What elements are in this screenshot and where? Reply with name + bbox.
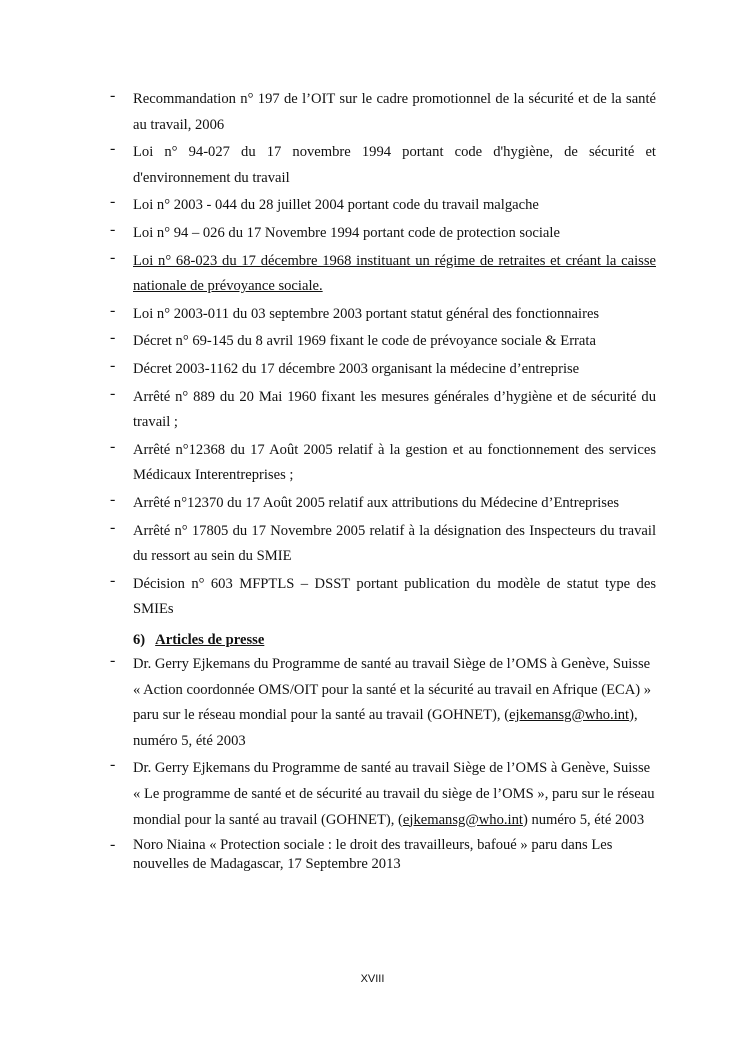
press-text: Noro Niaina « Protection sociale : le droit des travailleurs, bafoué » paru dans Les nouvelles de Madagascar, 17 Septembre 2013 xyxy=(133,837,613,873)
list-item-text: Arrêté n°12368 du 17 Août 2005 relatif à la gestion et au fonctionnement des services Médicaux Interentreprises ; xyxy=(133,441,656,484)
list-item-text: Loi n° 2003 - 044 du 28 juillet 2004 portant code du travail malgache xyxy=(133,197,539,214)
list-item xyxy=(110,385,656,436)
list-item-text: Arrêté n° 17805 du 17 Novembre 2005 relatif à la désignation des Inspecteurs du travail du ressort au sein du SMIE xyxy=(133,522,656,565)
list-item xyxy=(110,249,656,300)
list-item xyxy=(110,438,656,489)
press-articles-list xyxy=(110,652,656,876)
list-item xyxy=(110,302,656,328)
bullet-dash: - xyxy=(110,571,116,589)
press-text: Dr. Gerry Ejkemans du Programme de santé au travail Siège de l’OMS à Genève, Suisse « Action coordonnée OMS/OIT pour la santé et la sécurité au travail en Afrique (ECA) » paru sur le réseau mondial pour la santé au travail (GOHNET), ( xyxy=(133,656,652,724)
section-heading xyxy=(133,628,264,653)
list-item-text xyxy=(133,836,656,874)
bullet-dash: - xyxy=(110,652,116,669)
list-item-text: Loi n° 94-027 du 17 novembre 1994 portant code d'hygiène, de sécurité et d'environnement du travail xyxy=(133,144,656,186)
list-item-text: Loi n° 94 – 026 du 17 Novembre 1994 portant code de protection sociale xyxy=(133,224,560,241)
list-item-text: Arrêté n° 889 du 20 Mai 1960 fixant les mesures générales d’hygiène et de sécurité du travail ; xyxy=(133,388,656,431)
bullet-dash: - xyxy=(110,356,116,374)
list-item xyxy=(110,140,656,191)
list-item-text: Loi n° 2003-011 du 03 septembre 2003 portant statut général des fonctionnaires xyxy=(133,305,600,322)
list-item xyxy=(110,491,656,517)
list-item-text: Décret 2003-1162 du 17 décembre 2003 organisant la médecine d’entreprise xyxy=(133,360,580,377)
list-item xyxy=(110,836,656,874)
list-item-text-underlined: Loi n° 68-023 du 17 décembre 1968 instituant un régime de retraites et créant la caisse nationale de prévoyance sociale. xyxy=(133,252,656,295)
bullet-dash: - xyxy=(110,490,116,508)
list-item-text: Recommandation n° 197 de l’OIT sur le cadre promotionnel de la sécurité et de la santé au travail, 2006 xyxy=(133,91,656,133)
press-text-end: ) numéro 5, été 2003 xyxy=(522,811,645,828)
section-number: 6) xyxy=(133,632,146,648)
section-title: Articles de presse xyxy=(155,632,265,648)
list-item xyxy=(110,652,656,754)
page-number: XVIII xyxy=(360,973,385,985)
bullet-dash: - xyxy=(110,193,116,211)
list-item xyxy=(110,329,656,355)
bullet-dash: - xyxy=(110,329,116,347)
list-item-text: Décret n° 69-145 du 8 avril 1969 fixant le code de prévoyance sociale & Errata xyxy=(133,333,596,350)
list-item xyxy=(110,756,656,833)
press-text-end: ), numéro 5, été 2003 xyxy=(133,707,638,749)
list-item xyxy=(110,519,656,570)
bullet-dash: - xyxy=(110,756,116,774)
bullet-dash: - xyxy=(110,301,116,319)
legal-texts-list xyxy=(110,87,656,625)
bullet-dash: - xyxy=(110,437,116,455)
bullet-dash: - xyxy=(110,248,116,266)
bullet-dash: - xyxy=(110,220,116,238)
bullet-dash: - xyxy=(110,836,116,854)
bullet-dash: - xyxy=(110,384,116,402)
bullet-dash: - xyxy=(110,87,116,104)
list-item xyxy=(110,357,656,383)
list-item xyxy=(110,87,656,138)
list-item xyxy=(110,193,656,219)
press-text: Dr. Gerry Ejkemans du Programme de santé au travail Siège de l’OMS à Genève, Suisse « Le programme de santé et de sécurité au travail du siège de l’OMS », paru sur le réseau mondial pour la santé au travail (GOHNET), ( xyxy=(133,760,655,828)
list-item-text: Décision n° 603 MFPTLS – DSST portant publication du modèle de statut type des SMIEs xyxy=(133,575,656,618)
list-item-text xyxy=(133,652,656,754)
list-item-text: Arrêté n°12370 du 17 Août 2005 relatif aux attributions du Médecine d’Entreprises xyxy=(133,494,620,511)
bullet-dash: - xyxy=(110,518,116,536)
email-link[interactable]: ejkemansg@who.int xyxy=(509,707,630,724)
bullet-dash: - xyxy=(110,140,116,158)
list-item xyxy=(110,221,656,247)
list-item xyxy=(110,572,656,623)
list-item-text xyxy=(133,756,656,833)
email-link[interactable]: ejkemansg@who.int xyxy=(402,811,523,828)
